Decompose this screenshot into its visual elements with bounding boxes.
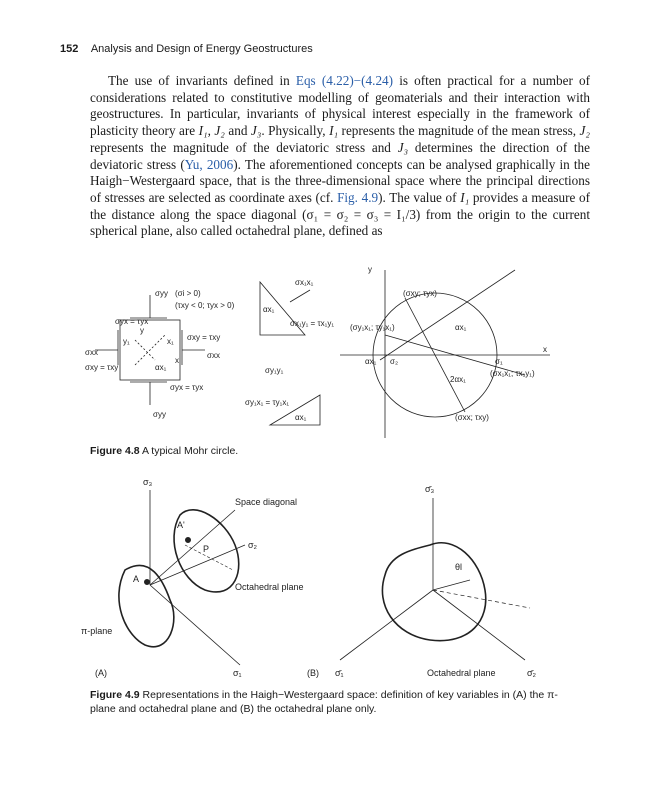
- label: σxx: [85, 348, 98, 357]
- label: σ₁: [233, 668, 242, 678]
- symbol: I₁: [460, 189, 470, 205]
- page-number: 152: [60, 43, 79, 55]
- rotated-axis: [135, 335, 165, 365]
- label: σyx = τyx: [115, 317, 149, 326]
- label: π-plane: [81, 626, 113, 636]
- label: σxx: [207, 351, 220, 360]
- label: y: [368, 265, 372, 274]
- point-a-prime: [186, 538, 191, 543]
- label: (σx₁x₁; τx₁y₁): [490, 369, 535, 378]
- space-line: [380, 270, 515, 360]
- text-run: The use of invariants defined in: [108, 73, 296, 88]
- label: x₁: [167, 337, 174, 346]
- text-run: ). The value of: [378, 189, 461, 205]
- figure-link[interactable]: Fig. 4.9: [337, 189, 379, 205]
- label: (σxx; τxy): [455, 413, 489, 422]
- label: σ₂: [390, 357, 399, 366]
- label: αx₁: [455, 323, 467, 332]
- label: σ̄₂: [527, 668, 537, 678]
- sigma1-bar-axis: [340, 590, 433, 660]
- label: σx₁x₁: [295, 278, 314, 287]
- running-header: [60, 43, 313, 55]
- caption-label: Figure 4.8: [90, 445, 140, 457]
- label: αx₁: [155, 363, 167, 372]
- symbol: J₃: [397, 139, 409, 155]
- label: Octahedral plane: [427, 668, 496, 678]
- text-run: represents the magnitude of the deviatoric stress and: [90, 139, 398, 155]
- label: Space diagonal: [235, 497, 298, 507]
- text-run: ,: [207, 123, 215, 139]
- figure-4-9-caption: [90, 688, 560, 716]
- space-diagonal: [150, 510, 235, 585]
- label: σyy: [153, 410, 166, 419]
- caption-label: Figure 4.9: [90, 689, 140, 701]
- pi-plane-shape: [119, 565, 174, 646]
- label: 2αx₁: [450, 375, 466, 384]
- label: x: [175, 356, 179, 365]
- label: σy₁y₁: [265, 366, 284, 375]
- label: σ̄₁: [335, 668, 344, 678]
- label: x: [543, 345, 547, 354]
- label: (A): [95, 668, 107, 678]
- equation-link[interactable]: Eqs (4.22)−(4.24): [295, 73, 394, 88]
- mohr-circle-figure: [85, 260, 555, 440]
- symbol: J₂: [579, 123, 590, 139]
- label: θl: [455, 562, 463, 572]
- label: y₁: [123, 337, 130, 346]
- label: αx₁: [365, 357, 377, 366]
- text-run: is often practical for a number of considerations related to constitutive modelling of geomaterials and their interaction with geostructures. In particular, invariants of physical interest especially in the framework of plasticity theory are: [90, 73, 591, 139]
- octahedral-plane-shape: [382, 543, 485, 641]
- label: y: [140, 326, 144, 335]
- label: (σi > 0): [175, 289, 201, 298]
- label: αx₁: [295, 413, 307, 422]
- label: σ₁: [495, 357, 503, 366]
- label: σy₁x₁ = τy₁x₁: [245, 398, 290, 407]
- symbol: J₃: [250, 123, 262, 139]
- sigma2-bar-axis: [433, 590, 525, 660]
- body-paragraph: [90, 73, 590, 240]
- text-run: determines the direction of the deviatoric stress (: [90, 139, 590, 172]
- lode-line: [433, 580, 470, 590]
- label: (τxy < 0; τyx > 0): [175, 301, 235, 310]
- label: (σy₁x₁; τy₁x₁): [350, 323, 395, 332]
- text-run: ). The aforementioned concepts can be analysed graphically in the Haigh−Westergaard space, that is the three-dimensional space where the principal directions of stresses are selected as coordinate axes (cf.: [90, 156, 591, 205]
- label: P: [203, 544, 210, 554]
- caption-text: A typical Mohr circle.: [139, 445, 239, 457]
- symbol: I₁: [198, 123, 208, 139]
- symbol: I₁: [329, 123, 339, 139]
- label: A': [177, 520, 185, 530]
- text-run: . Physically,: [261, 123, 330, 139]
- haigh-westergaard-figure: [81, 470, 555, 685]
- label: σx₁y₁ = τx₁y₁: [290, 319, 335, 328]
- label: σ₂: [248, 540, 258, 550]
- label: Octahedral plane: [235, 582, 304, 592]
- label: σxy = τxy: [85, 363, 119, 372]
- figure-4-8-caption: [90, 444, 238, 458]
- sigma2-axis: [150, 545, 245, 585]
- arrow: [290, 290, 310, 302]
- label: σyx = τyx: [170, 383, 204, 392]
- label: σ₃: [143, 477, 153, 487]
- text-run: provides a measure of the distance along the space diagonal (σ₁ = σ₂ = σ₃ = I₁/3) from the origin to the current spherical plane, also called octahedral plane, defined as: [90, 189, 590, 239]
- running-title: Analysis and Design of Energy Geostructures: [90, 43, 313, 55]
- label: (B): [307, 668, 319, 678]
- reference-line: [433, 590, 530, 608]
- text-run: represents the magnitude of the mean stress,: [338, 123, 580, 139]
- label: σxy = τxy: [187, 333, 221, 342]
- symbol: J₂: [214, 123, 225, 139]
- citation-link[interactable]: Yu, 2006: [184, 156, 234, 172]
- text-run: and: [224, 123, 251, 139]
- point-a: [145, 580, 150, 585]
- label: A: [133, 574, 140, 584]
- caption-text: Representations in the Haigh−Westergaard space: definition of key variables in (A) the π-plane and octahedral plane and (B) the octahedral plane only.: [90, 689, 558, 715]
- label: σ̄₃: [425, 484, 435, 494]
- label: σyy: [155, 289, 168, 298]
- sigma1-axis: [150, 585, 240, 665]
- rotated-axis: [135, 340, 155, 360]
- label: (σxy; τyx): [403, 289, 437, 298]
- label: αx₁: [263, 305, 275, 314]
